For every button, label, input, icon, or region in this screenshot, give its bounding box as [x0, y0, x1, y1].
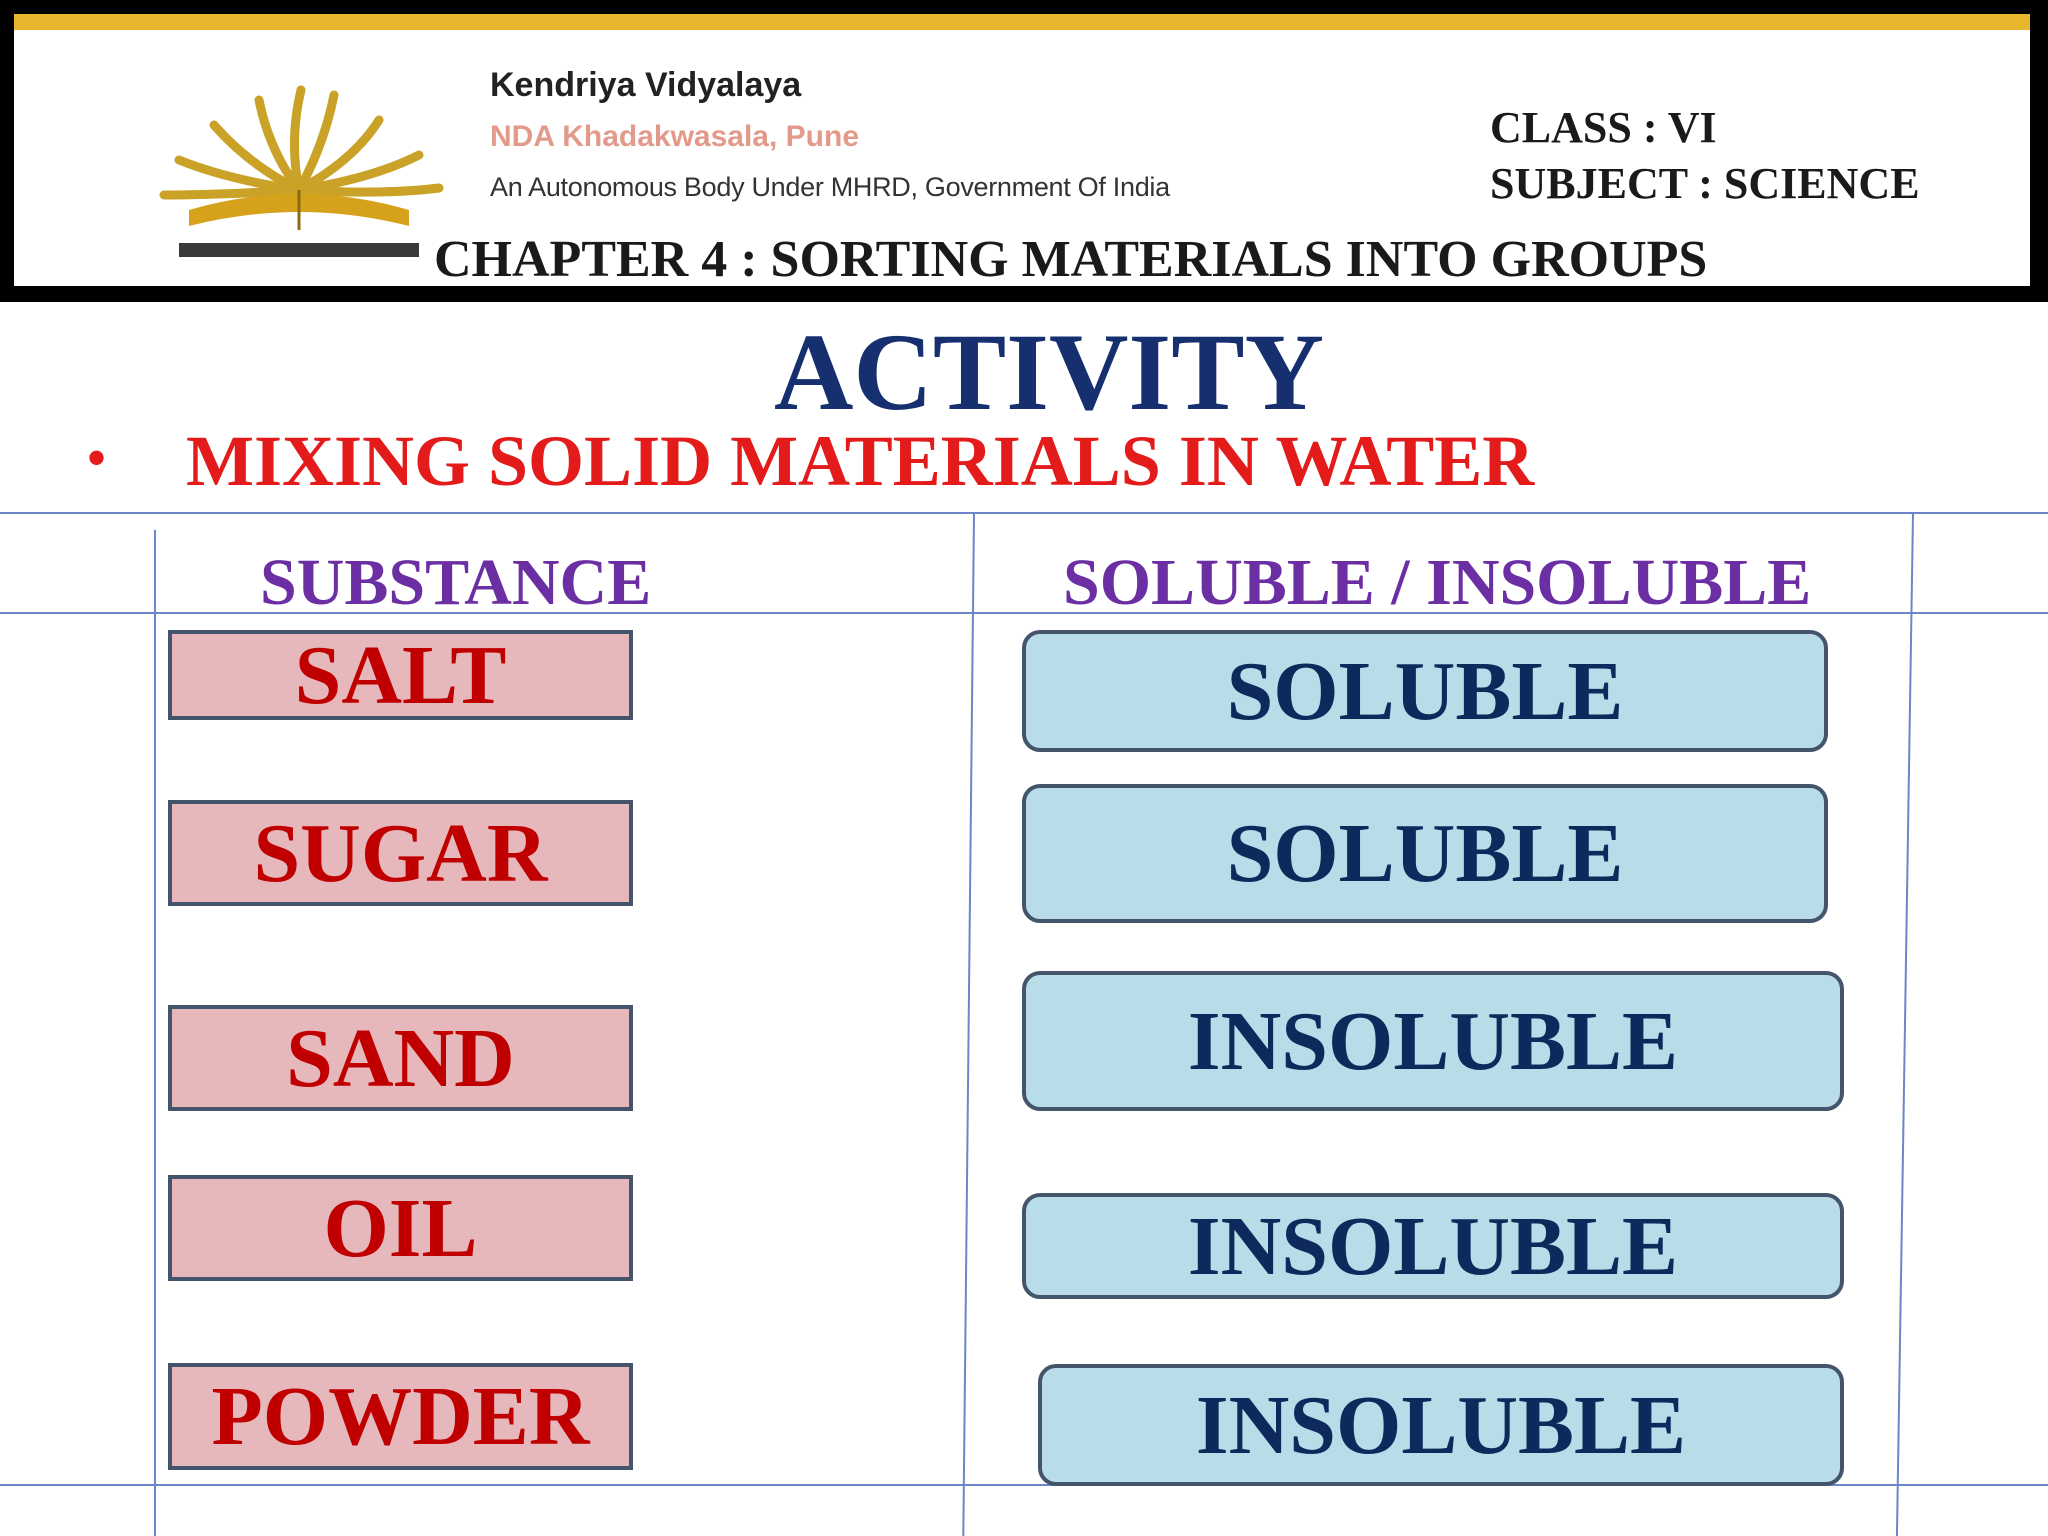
class-label: CLASS : VI: [1490, 103, 1717, 152]
bullet-icon: •: [86, 425, 108, 491]
substance-cell-sand: SAND: [168, 1005, 633, 1111]
school-place: NDA Khadakwasala, Pune: [490, 120, 860, 153]
result-cell-sugar: SOLUBLE: [1022, 784, 1828, 923]
table-middle-divider: [962, 514, 975, 1536]
substance-cell-powder: POWDER: [168, 1363, 633, 1470]
substance-cell-oil: OIL: [168, 1175, 633, 1281]
school-affiliation: An Autonomous Body Under MHRD, Government Of India: [490, 172, 1170, 202]
substance-cell-sugar: SUGAR: [168, 800, 633, 906]
result-cell-salt: SOLUBLE: [1022, 630, 1828, 752]
result-cell-sand: INSOLUBLE: [1022, 971, 1844, 1111]
activity-subtitle: MIXING SOLID MATERIALS IN WATER: [186, 421, 1535, 501]
logo-caption-icon: [179, 243, 419, 257]
substance-cell-salt: SALT: [168, 630, 633, 720]
kendriya-vidyalaya-logo-icon: [119, 60, 479, 270]
result-cell-powder: INSOLUBLE: [1038, 1364, 1844, 1486]
chapter-title: CHAPTER 4 : SORTING MATERIALS INTO GROUPS: [434, 231, 1708, 288]
header-banner: [0, 0, 2048, 302]
table-left-border: [154, 530, 156, 1536]
school-name: Kendriya Vidyalaya: [490, 66, 802, 104]
table-right-border: [1896, 514, 1914, 1536]
activity-title: ACTIVITY: [773, 311, 1325, 433]
column-header-substance: SUBSTANCE: [260, 546, 652, 619]
column-header-solubility: SOLUBLE / INSOLUBLE: [1063, 546, 1812, 619]
header-panel: [14, 14, 2030, 286]
result-cell-oil: INSOLUBLE: [1022, 1193, 1844, 1299]
table-top-border: [0, 512, 2048, 514]
subject-label: SUBJECT : SCIENCE: [1490, 159, 1920, 208]
